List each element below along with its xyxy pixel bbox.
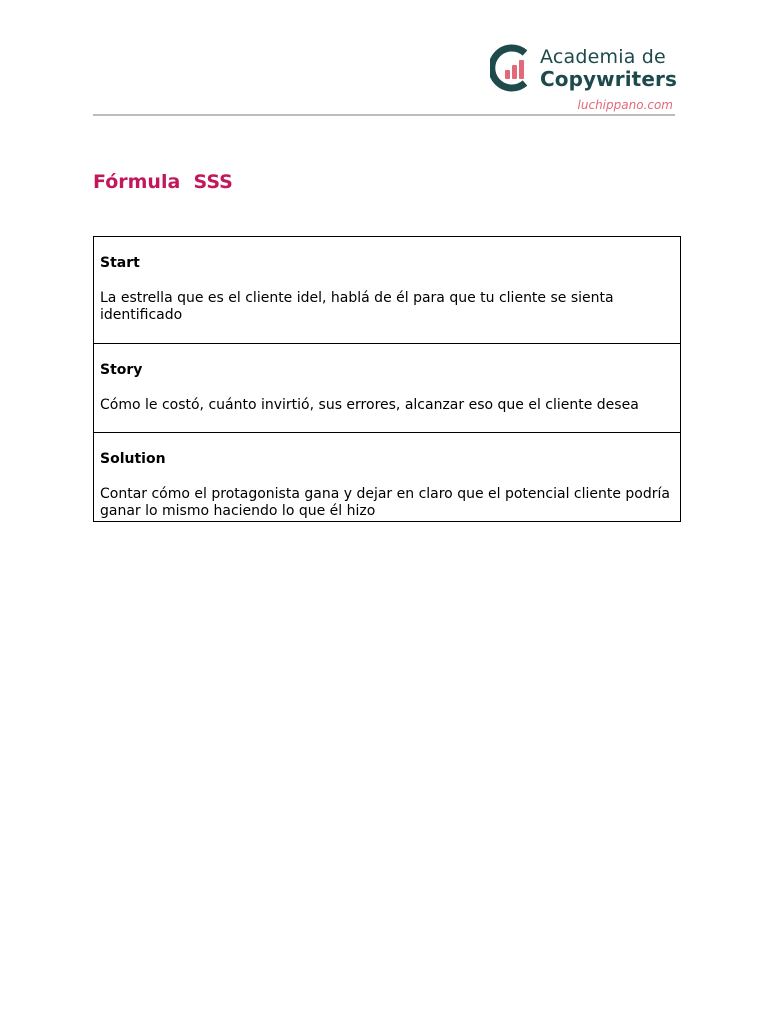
row-description: Contar cómo el protagonista gana y dejar en claro que el potencial cliente podría ganar lo mismo haciendo lo que él hizo [100, 486, 670, 519]
brand-name [540, 48, 677, 89]
row-description: Cómo le costó, cuánto invirtió, sus errores, alcanzar eso que el cliente desea [100, 397, 639, 413]
brand-name-line1: Academia de [540, 46, 666, 68]
table-row [94, 344, 681, 433]
header-divider [93, 114, 675, 116]
page-header [0, 0, 768, 120]
copywriters-logo-icon [490, 44, 536, 92]
table-cell [94, 237, 681, 344]
formula-table [93, 236, 681, 522]
table-row [94, 237, 681, 344]
row-description: La estrella que es el cliente idel, hablá de él para que tu cliente se sienta identificado [100, 290, 614, 323]
brand-logo [490, 44, 680, 94]
table-cell [94, 344, 681, 433]
table-cell [94, 433, 681, 522]
row-title: Start [100, 255, 140, 271]
brand-name-line2: Copywriters [540, 67, 677, 91]
row-title: Solution [100, 451, 166, 467]
row-title: Story [100, 362, 143, 378]
table-row [94, 433, 681, 522]
page-title: Fórmula SSS [93, 171, 233, 193]
site-url: luchippano.com [577, 98, 673, 112]
